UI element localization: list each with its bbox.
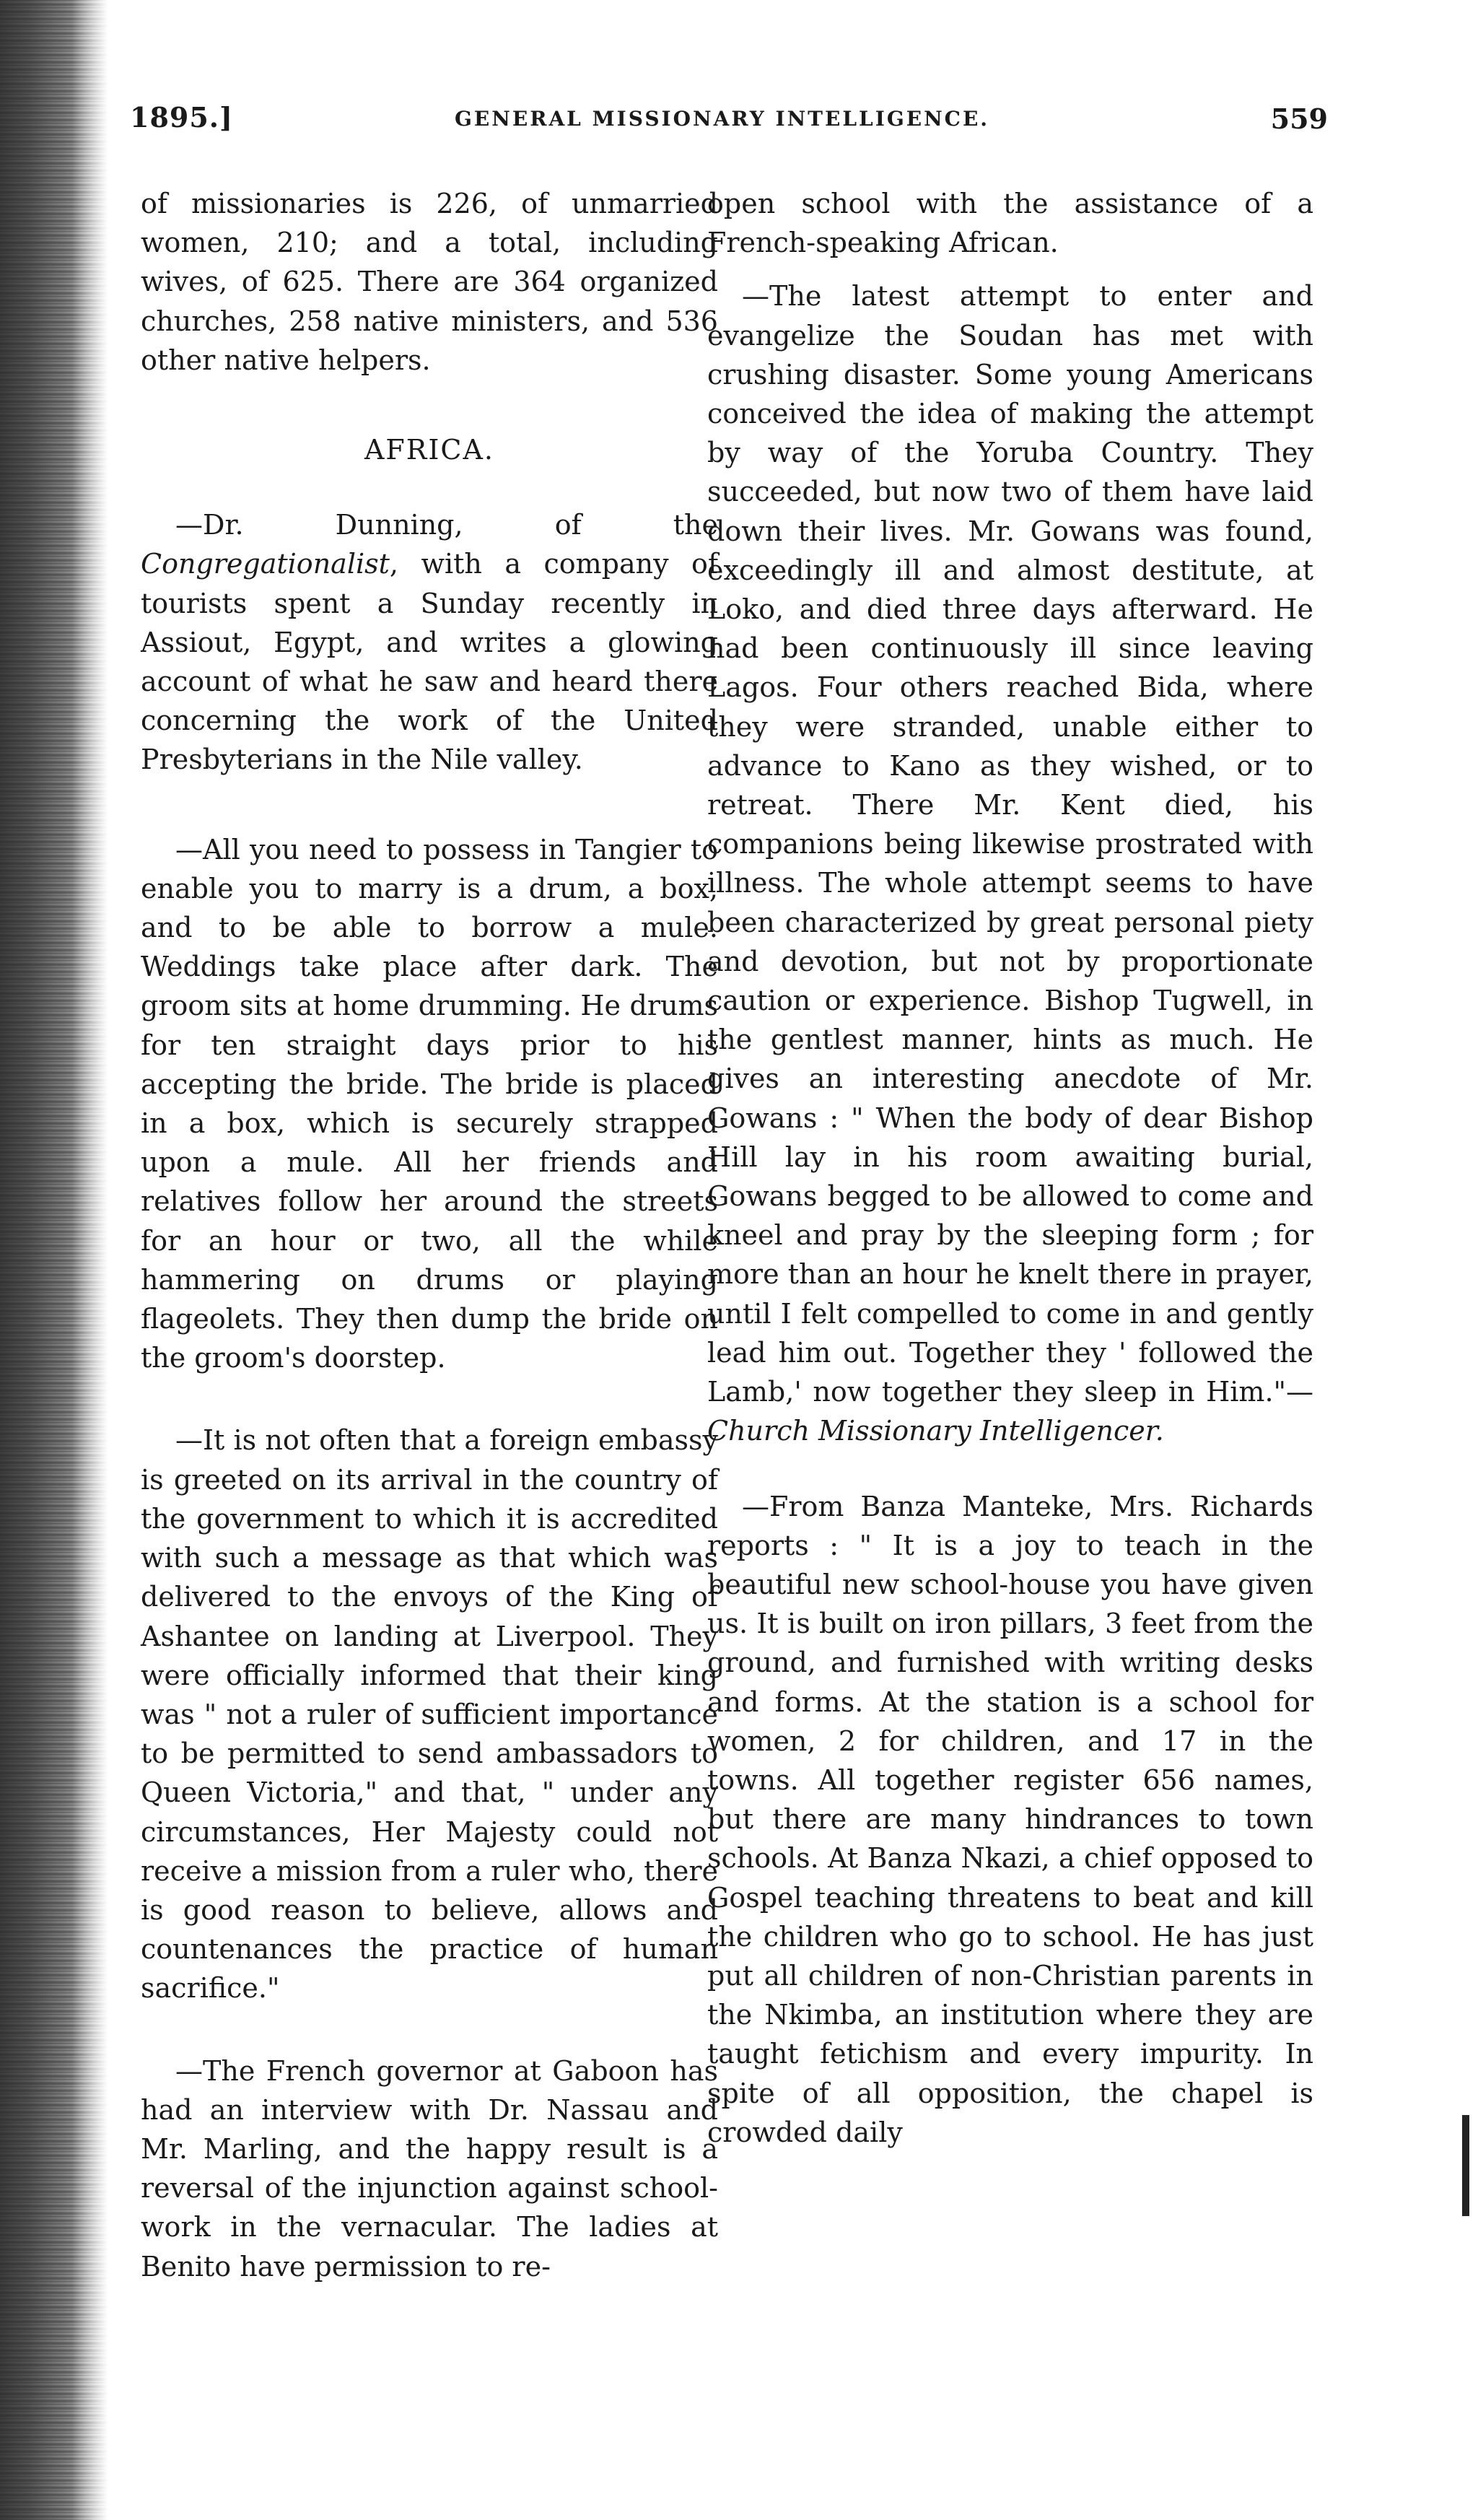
- paragraph-missionaries-stats: of missionaries is 226, of unmarried women, 210; and a total, including wives, of 625. There are 364 organized churches, 258 native ministers, and 536 other native helpers.: [141, 188, 718, 376]
- page-number: 559: [1270, 103, 1328, 135]
- paragraph-gaboon: —The French governor at Gaboon has had an interview with Dr. Nassau and Mr. Marling, and the happy result is a reversal of the injunction against school-work in the vernacular. The ladies at Benito have permission to re-: [141, 2054, 718, 2283]
- paragraph-banza-manteke: —From Banza Manteke, Mrs. Richards reports : " It is a joy to teach in the beautiful new school-house you have given us. It is built on iron pillars, 3 feet from the ground, and furnished with writing desks and forms. At the station is a school for women, 2 for children, and 17 in the towns. All together register 656 names, but there are many hindrances to town schools. At Banza Nkazi, a chief opposed to Gospel teaching threatens to beat and kill the children who go to school. He has just put all children of non-Christian parents in the Nkimba, an institution where they are taught fetichism and every impurity. In spite of all opposition, the chapel is crowded daily: [707, 1490, 1313, 2148]
- left-column: [141, 184, 718, 2286]
- page-edge-mark: [1462, 2115, 1469, 2216]
- paragraph-dr-dunning: [141, 505, 718, 779]
- running-header: [130, 101, 1328, 152]
- dunning-text-b: , with a company of tourists spent a Sunday recently in Assiout, Egypt, and writes a glowing account of what he saw and heard there concerning the work of the United Presbyterians in the Nile valley.: [141, 548, 718, 776]
- section-title-africa: AFRICA.: [364, 434, 495, 466]
- right-column: [707, 184, 1313, 2152]
- header-title: GENERAL MISSIONARY INTELLIGENCE.: [455, 107, 990, 131]
- dunning-text-a: —Dr. Dunning, of the: [175, 509, 718, 541]
- paragraph-tangier: —All you need to possess in Tangier to enable you to marry is a drum, a box, and to be able to borrow a mule. Weddings take place after dark. The groom sits at home drumming. He drums for ten straight days prior to his accepting the bride. The bride is placed in a box, which is securely strapped upon a mule. All her friends and relatives follow her around the streets for an hour or two, all the while hammering on drums or playing flageolets. They then dump the bride on the groom's doorstep.: [141, 833, 718, 1374]
- paragraph-soudan: [707, 276, 1313, 1450]
- church-missionary-intelligencer-italic: Church Missionary Intelligencer.: [707, 1415, 1164, 1447]
- paragraph-open-school: open school with the assistance of a French-speaking African.: [707, 188, 1313, 259]
- congregationalist-italic: Congregationalist: [141, 548, 390, 580]
- header-year: 1895.]: [130, 101, 233, 134]
- book-spine-shadow: [0, 0, 108, 2520]
- paragraph-ashantee: —It is not often that a foreign embassy is greeted on its arrival in the country of the government to which it is accredited with such a message as that which was delivered to the envoys of the King of Ashantee on landing at Liverpool. They were officially informed that their king was " not a ruler of sufficient importance to be permitted to send ambassadors to Queen Victoria," and that, " under any circumstances, Her Majesty could not receive a mission from a ruler who, there is good reason to believe, allows and countenances the practice of human sacrifice.": [141, 1424, 718, 2005]
- soudan-text: —The latest attempt to enter and evangelize the Soudan has met with crushing disaster. Some young Americans conceived the idea of making the attempt by way of the Yoruba Country. They succeeded, but now two of them have laid down their lives. Mr. Gowans was found, exceedingly ill and almost destitute, at Loko, and died three days afterward. He had been continuously ill since leaving Lagos. Four others reached Bida, where they were stranded, unable either to advance to Kano as they wished, or to retreat. There Mr. Kent died, his companions being likewise prostrated with illness. The whole attempt seems to have been characterized by great personal piety and devotion, but not by proportionate caution or experience. Bishop Tugwell, in the gentlest manner, hints as much. He gives an interesting anecdote of Mr. Gowans : " When the body of dear Bishop Hill lay in his room awaiting burial, Gowans begged to be allowed to come and kneel and pray by the sleeping form ; for more than an hour he knelt there in prayer, until I felt compelled to come in and gently lead him out. Together they ' followed the Lamb,' now together they sleep in Him."—: [707, 280, 1313, 1408]
